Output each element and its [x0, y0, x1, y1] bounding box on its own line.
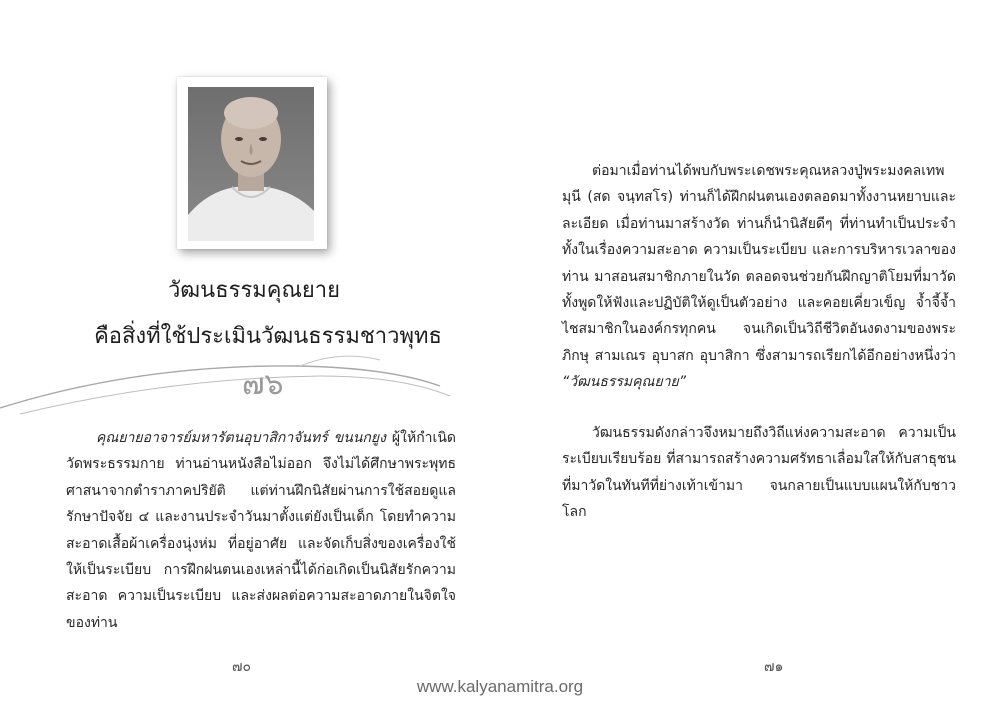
right-body-text-2: วัฒนธรรมดังกล่าวจึงหมายถึงวิถีแห่งความสะอาด ความเป็นระเบียบเรียบร้อย ที่สามารถสร้างความศรัทธาเลื่อมใสให้กับสาธุชนที่มาวัดในทันทีที่ย่างเท้าเข้ามา จนกลายเป็นแบบแผนให้กับชาวโลก [562, 425, 956, 521]
left-body-text: ผู้ให้กำเนิดวัดพระธรรมกาย ท่านอ่านหนังสือไม่ออก จึงไม่ได้ศึกษาพระพุทธศาสนาจากตำราภาคปริยัติ แต่ท่านฝึกนิสัยผ่านการใช้สอยดูแลรักษาปัจจัย ๔ และงานประจำวันมาตั้งแต่ยังเป็นเด็ก โดยทำความสะอาดเสื้อผ้าเครื่องนุ่งห่ม ที่อยู่อาศัย และจัดเก็บสิ่งของเครื่องใช้ให้เป็นระเบียบ การฝึกฝนตนเองเหล่านี้ได้ก่อเกิดเป็นนิสัยรักความสะอาด ความเป็นระเบียบ และส่งผลต่อความสะอาดภายในจิตใจของท่าน [66, 430, 456, 631]
right-body-paragraph-1 [562, 158, 956, 396]
chapter-title-line2: คือสิ่งที่ใช้ประเมินวัฒนธรรมชาวพุทธ [94, 324, 442, 349]
page-number-right: ๗๑ [764, 659, 784, 675]
chapter-numeral: ๗๖ [242, 367, 284, 402]
italic-quote: “วัฒนธรรมคุณยาย” [562, 374, 687, 391]
swirl-ornament-icon [0, 340, 500, 420]
right-body-text-1: ต่อมาเมื่อท่านได้พบกับพระเดชพระคุณหลวงปู่พระมงคลเทพมุนี (สด จนฺทสโร) ท่านก็ได้ฝึกฝนตนเองตลอดมาทั้งงานหยาบและละเอียด เมื่อท่านมาสร้างวัด ท่านก็นำนิสัยดีๆ ที่ท่านทำเป็นประจำทั้งในเรื่องความสะอาด ความเป็นระเบียบ และการบริหารเวลาของท่าน มาสอนสมาชิกภายในวัด ตลอดจนช่วยกันฝึกญาติโยมที่มาวัด ทั้งพูดให้ฟังและปฏิบัติให้ดูเป็นตัวอย่าง และคอยเคี่ยวเข็ญ จ้ำจี้จ้ำไชสมาชิกในองค์กรทุกคน จนเกิดเป็นวิถีชีวิตอันงดงามของพระภิกษุ สามเณร อุบาสก อุบาสิกา ซึ่งสามารถเรียกได้อีกอย่างหนึ่งว่า [562, 163, 956, 364]
italic-name: คุณยายอาจารย์มหารัตนอุบาสิกาจันทร์ ขนนกยูง [96, 430, 386, 446]
left-body-paragraph [66, 425, 456, 636]
chapter-title-line1: วัฒนธรรมคุณยาย [167, 278, 341, 303]
portrait-photo [188, 87, 314, 241]
portrait-photo-frame [177, 77, 327, 249]
right-body-paragraph-2 [562, 420, 956, 526]
footer-website-url: www.kalyanamitra.org [416, 677, 584, 696]
page-number-left: ๗๐ [232, 659, 252, 675]
